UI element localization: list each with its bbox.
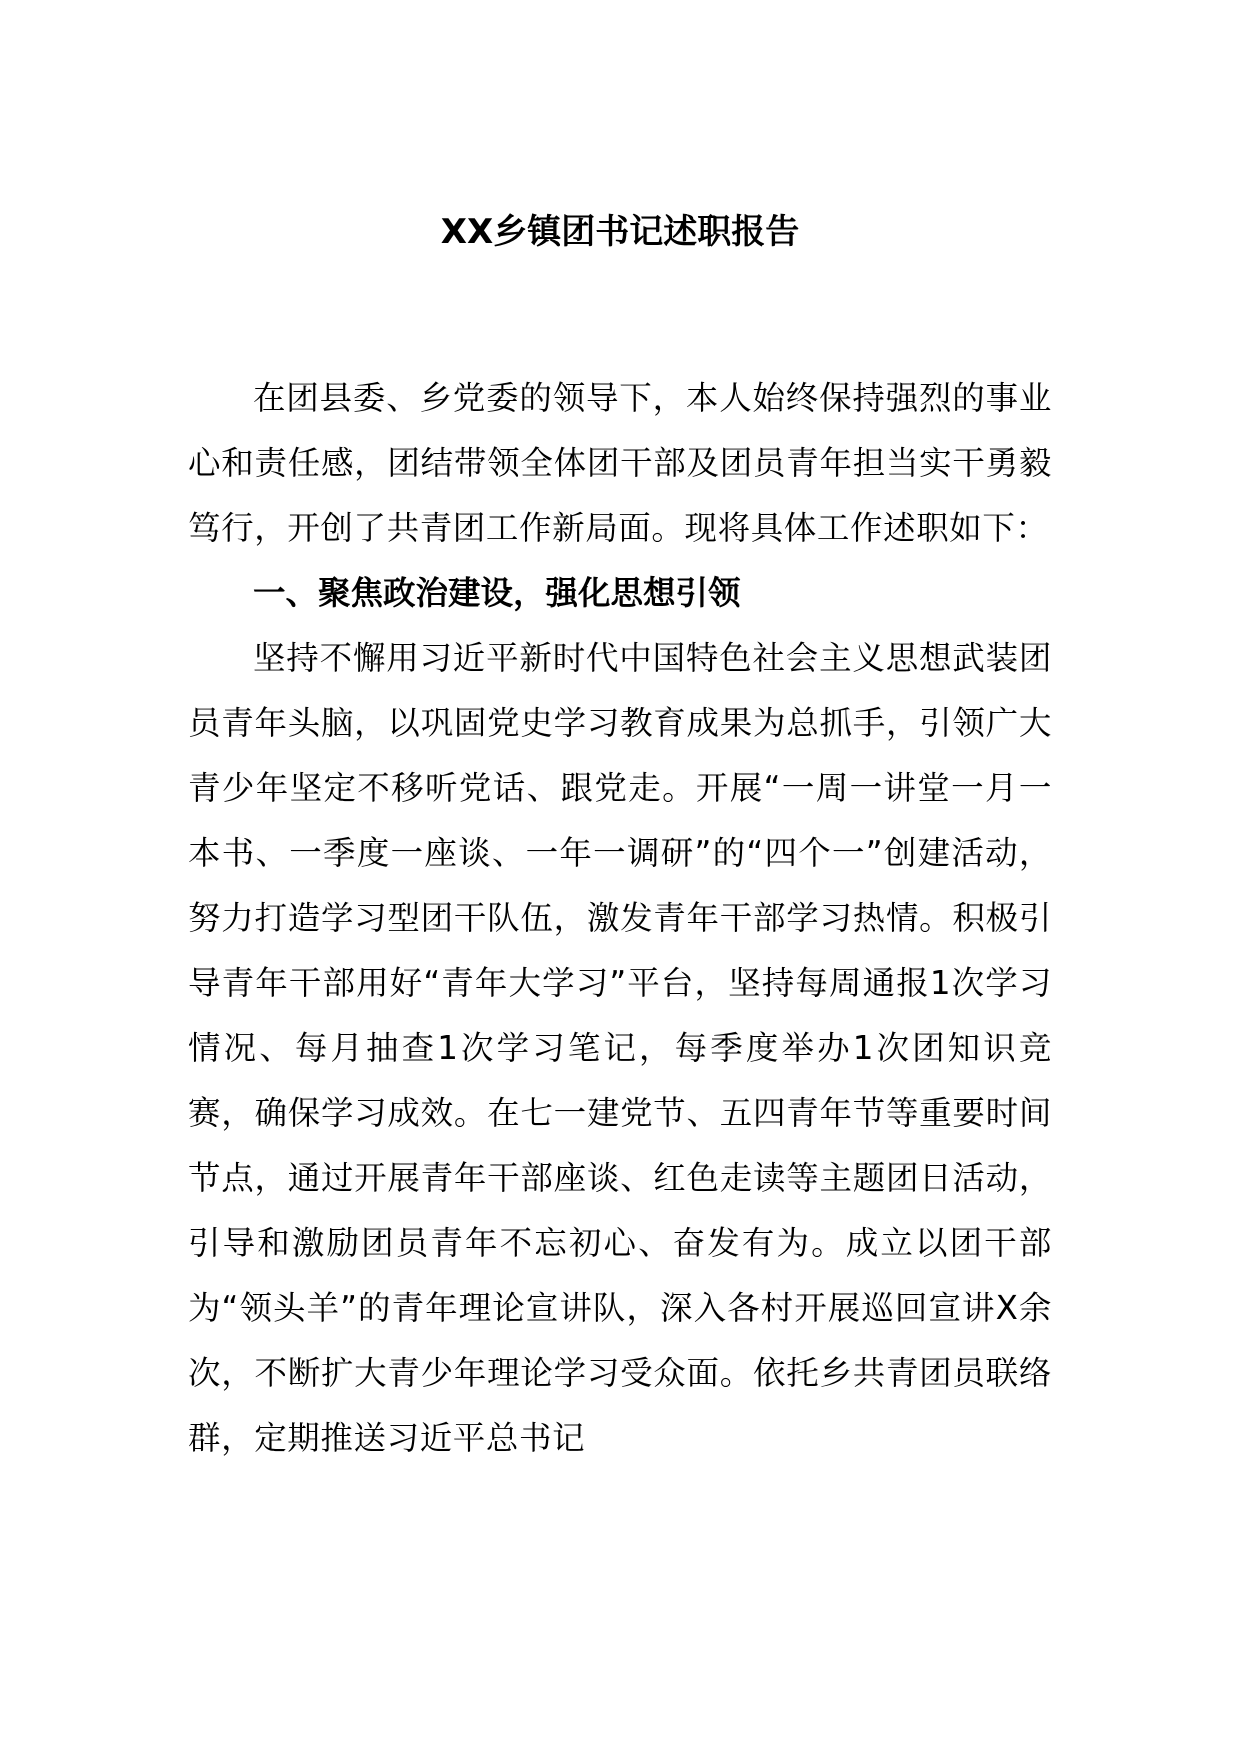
document-body bbox=[188, 366, 1052, 1471]
section-1-paragraph: 坚持不懈用习近平新时代中国特色社会主义思想武装团员青年头脑，以巩固党史学习教育成果为总抓手，引领广大青少年坚定不移听党话、跟党走。开展“一周一讲堂一月一本书、一季度一座谈、一年一调研”的“四个一”创建活动，努力打造学习型团干队伍，激发青年干部学习热情。积极引导青年干部用好“青年大学习”平台，坚持每周通报1次学习情况、每月抽查1次学习笔记，每季度举办1次团知识竞赛，确保学习成效。在七一建党节、五四青年节等重要时间节点，通过开展青年干部座谈、红色走读等主题团日活动，引导和激励团员青年不忘初心、奋发有为。成立以团干部为“领头羊”的青年理论宣讲队，深入各村开展巡回宣讲X余次，不断扩大青少年理论学习受众面。依托乡共青团员联络群，定期推送习近平总书记 bbox=[188, 639, 1052, 1457]
intro-paragraph: 在团县委、乡党委的领导下，本人始终保持强烈的事业心和责任感，团结带领全体团干部及团员青年担当实干勇毅笃行，开创了共青团工作新局面。现将具体工作述职如下： bbox=[188, 379, 1052, 547]
document-title: XX乡镇团书记述职报告 bbox=[440, 212, 800, 252]
section-heading-1: 一、聚焦政治建设，强化思想引领 bbox=[253, 574, 741, 612]
